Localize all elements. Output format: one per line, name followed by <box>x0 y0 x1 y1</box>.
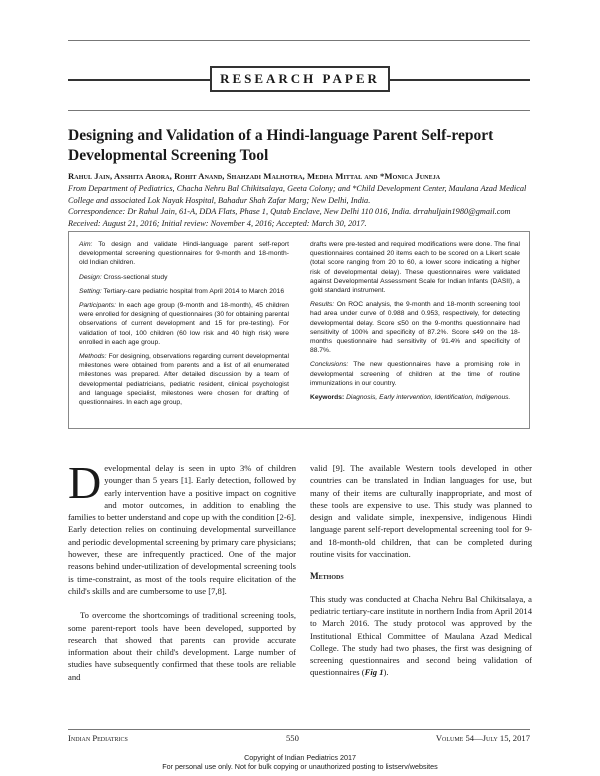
intro-paragraph-3: valid [9]. The available Western tools developed in other countries can be translated in Indian languages for use, but many of their items are culturally inappropriate, and most of these tools are expensive to use. This study was planned to design and validate simple, inexpensive, indigenous Hindi language parent self-report developmental screening tool for 9- and 18-month-old children, that can be completed during routine visits for vaccination. <box>310 463 532 560</box>
body-left-column <box>68 457 296 683</box>
author-list: Rahul Jain, Anshita Arora, Rohit Anand, Shahzadi Malhotra, Medha Mittal and *Monica Juneja <box>68 171 441 181</box>
article-title: Designing and Validation of a Hindi-language Parent Self-report Developmental Screening Tool <box>68 127 494 164</box>
methods-paragraph: This study was conducted at Chacha Nehru Bal Chikitsalaya, a pediatric tertiary-care institute in northern India from April 2014 to March 2016. The study protocol was approved by the Institutional Ethical Committee of Maulana Azad Medical College. The study had two phases, the first was designing of screening questionnaires and second being validation of questionnaires ( <box>310 593 532 678</box>
setting-label: Setting: <box>79 287 102 295</box>
received-dates: Received: August 21, 2016; Initial review: November 4, 2016; Accepted: March 30, 2017. <box>68 218 367 228</box>
participants-text: In each age group (9-month and 18-month), 45 children were enrolled for designing of questionnaires (30 for obtaining parental observations of current development and 15 for pre-testing). For validation of tool, 100 children (60 low risk and 40 high risk) were enrolled in each age group. <box>79 302 289 346</box>
design-label: Design: <box>79 273 102 281</box>
conclusions-label: Conclusions: <box>310 361 349 369</box>
usage-notice: For personal use only. Not for bulk copying or unauthorized posting to listserv/websites <box>162 762 438 771</box>
intro-paragraph-2: To overcome the shortcomings of traditional screening tools, some parent-report tools have been developed, supported by research that showed that parents can provide accurate information about their child's development. Large number of studies have subsequently confirmed that these tools are reliable and <box>68 610 296 682</box>
results-text: On ROC analysis, the 9-month and 18-month screening tool had area under curve of 0.988 and 0.953, respectively, for detecting developmental delay. Score ≤50 on the 9-months questionnaire had sensitivity of 100% and specificity of 87.2%. Score ≤49 on the 18-months questionnaire had sensitivity of 91.4% and specificity of 88.7%. <box>310 301 521 355</box>
aim-text: To design and validate Hindi-language parent self-report developmental screening questionnaires for 9-month and 18-month-old Indian children. <box>79 241 289 267</box>
affiliation-text: From Department of Pediatrics, Chacha Nehru Bal Chikitsalaya, Geeta Colony; and *Child Development Center, Maulana Azad Medical College and associated Lok Nayak Hospital, Bahadur Shah Zafar Marg; New Delhi, India. <box>68 184 527 205</box>
results-label: Results: <box>310 301 335 309</box>
abstract-right-column <box>310 240 520 407</box>
correspondence-text: Correspondence: Dr Rahul Jain, 61-A, DDA Flats, Phase 1, Qutab Enclave, New Delhi 110 016, India. drrahuljain1980@gmail.com <box>68 207 511 217</box>
methods-heading: Methods <box>310 571 344 582</box>
top-rule <box>68 40 530 41</box>
copyright-line: Copyright of Indian Pediatrics 2017 <box>244 753 356 762</box>
volume-info: Volume 54—July 15, 2017 <box>435 733 530 743</box>
design-text: Cross-sectional study <box>103 273 168 281</box>
drop-cap: D <box>68 457 102 508</box>
body-right-column <box>310 462 532 679</box>
methods-continued: drafts were pre-tested and required modifications were done. The final questionnaires contained 20 items each to be scored on a Likert scale (total score ranging from 20 to 60, a lower score indicating a higher risk of developmental delay). These questionnaires were validated against Developmental Assessment Scale for Indian Infants (DASII), a gold standard instrument. <box>310 241 520 295</box>
methods-text: For designing, observations regarding current developmental milestones were obtained from parents and a list of all enumerated milestones was prepared. After detailed discussion by a team of developmental pediatricians, pediatric resident, clinical psychologist and language specialist, milestones were chosen for drafting of questionnaires. In each age group, <box>79 353 290 407</box>
conclusions-text: The new questionnaires have a promising role in developmental screening of children at the time of routine immunizations in our country. <box>310 361 520 387</box>
affiliations <box>68 183 534 229</box>
footer-rule <box>68 729 530 730</box>
page-number: 550 <box>286 733 299 743</box>
participants-label: Participants: <box>79 302 116 310</box>
header-rule <box>68 110 530 111</box>
methods-label: Methods: <box>79 353 107 361</box>
intro-paragraph-1: evelopmental delay is seen in upto 3% of children younger than 5 years [1]. Early detection, followed by early intervention have a positive impact on cognitive and motor outcomes, in addition to enabling the families to better understand and cope up with the condition [2-6]. Early detection relies on continuing developmental surveillance and periodic developmental screening by primary care physicians; however, these are infrequently practiced. One of the major reasons behind under-utilization of developmental screening tools is time-constraint, as most of the tools require elicitation of the child's skills and are cumbersome to use [7,8]. <box>68 463 296 596</box>
setting-text: Tertiary-care pediatric hospital from April 2014 to March 2016 <box>103 287 285 295</box>
methods-paragraph-end: ). <box>383 667 389 678</box>
keywords-label: Keywords: <box>310 394 345 402</box>
aim-label: Aim: <box>79 241 93 248</box>
abstract-left-column <box>79 240 289 412</box>
article-type-banner: RESEARCH PAPER <box>210 66 390 92</box>
figure-reference[interactable]: Fig 1 <box>364 667 384 678</box>
abstract-box <box>68 231 530 429</box>
keywords-text: Diagnosis, Early intervention, Identification, Indigenous. <box>346 394 511 402</box>
journal-name: Indian Pediatrics <box>68 733 128 743</box>
